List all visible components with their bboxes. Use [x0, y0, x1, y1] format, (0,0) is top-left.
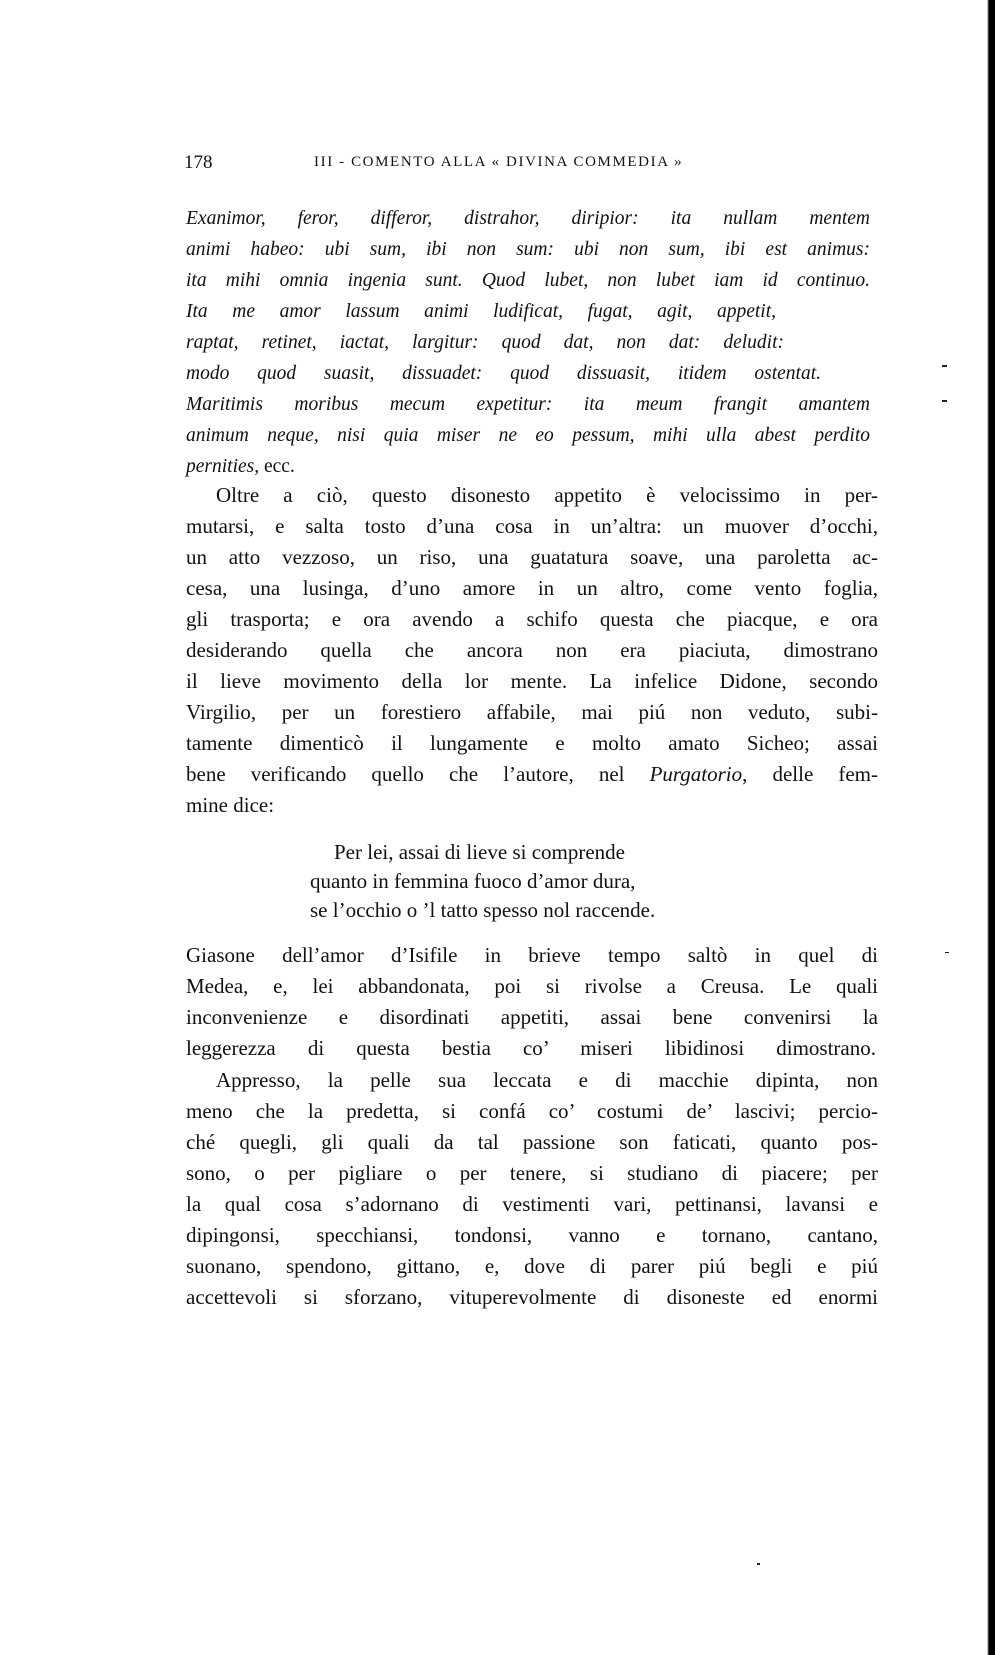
text-line: il lieve movimento della lor mente. La infelice Didone, secondo — [186, 669, 878, 693]
latin-quotation — [186, 203, 886, 482]
text-span: bene verificando quello che l’autore, nel — [186, 762, 650, 786]
paragraph-3 — [186, 1065, 878, 1313]
running-header — [184, 152, 884, 176]
text-line: gli trasporta; e ora avendo a schifo questa che piacque, e ora — [186, 607, 878, 631]
text-line: Medea, e, lei abbandonata, poi si rivolse a Creusa. Le quali — [186, 974, 878, 998]
latin-line: Exanimor, feror, differor, distrahor, diripior: ita nullam mentem — [186, 208, 870, 229]
latin-line: modo quod suasit, dissuadet: quod dissuasit, itidem ostentat. — [186, 363, 821, 384]
running-title: III - COMENTO ALLA « DIVINA COMMEDIA » — [314, 154, 684, 170]
text-line-with-title — [186, 759, 878, 790]
verse-line: quanto in femmina fuoco d’amor dura, — [310, 869, 636, 893]
text-line: mine dice: — [186, 793, 275, 817]
latin-line: animi habeo: ubi sum, ibi non sum: ubi non sum, ibi est animus: — [186, 239, 870, 260]
latin-line: Ita me amor lassum animi ludificat, fugat, agit, appetit, — [186, 301, 776, 322]
latin-line: ita mihi omnia ingenia sunt. Quod lubet, non lubet iam id continuo. — [186, 270, 870, 291]
text-line: tamente dimenticò il lungamente e molto amato Sicheo; assai — [186, 731, 878, 755]
scan-border-strip — [949, 0, 995, 1655]
latin-last-italic: pernities, — [186, 456, 260, 477]
latin-line: Maritimis moribus mecum expetitur: ita meum frangit amantem — [186, 394, 870, 415]
text-line: un atto vezzoso, un riso, una guatatura soave, una paroletta ac- — [186, 545, 878, 569]
verse-quotation — [310, 838, 655, 925]
text-line: inconvenienze e disordinati appetiti, assai bene convenirsi la — [186, 1005, 878, 1029]
scan-speck — [945, 952, 949, 953]
scan-speck — [942, 400, 947, 402]
text-line: Virgilio, per un forestiero affabile, mai piú non veduto, subi- — [186, 700, 878, 724]
text-line: Giasone dell’amor d’Isifile in brieve tempo saltò in quel di — [186, 943, 878, 967]
latin-etc: ecc. — [259, 456, 295, 477]
paragraph-1 — [186, 480, 878, 821]
text-line: ché quegli, gli quali da tal passione son faticati, quanto pos- — [186, 1130, 878, 1154]
text-line: leggerezza di questa bestia co’ miseri libidinosi dimostrano. — [186, 1036, 876, 1060]
text-line: cesa, una lusinga, d’uno amore in un altro, come vento foglia, — [186, 576, 878, 600]
text-line: meno che la predetta, si confá co’ costumi de’ lascivi; percio- — [186, 1099, 878, 1123]
scan-speck — [757, 1563, 760, 1565]
verse-line: Per lei, assai di lieve si comprende — [334, 840, 625, 864]
scan-speck — [942, 365, 947, 367]
latin-line: raptat, retinet, iactat, largitur: quod dat, non dat: deludit: — [186, 332, 784, 353]
text-line: accettevoli si sforzano, vituperevolmente di disoneste ed enormi — [186, 1285, 878, 1309]
text-line: desiderando quella che ancora non era piaciuta, dimostrano — [186, 638, 878, 662]
text-line: suonano, spendono, gittano, e, dove di parer piú begli e piú — [186, 1254, 878, 1278]
text-span: , delle fem- — [742, 762, 879, 786]
paragraph-2 — [186, 940, 878, 1064]
page-number: 178 — [184, 152, 213, 173]
text-line: mutarsi, e salta tosto d’una cosa in un’altra: un muover d’occhi, — [186, 514, 878, 538]
verse-line: se l’occhio o ’l tatto spesso nol raccende. — [310, 898, 656, 922]
text-line: Oltre a ciò, questo disonesto appetito è velocissimo in per- — [216, 483, 878, 507]
latin-line-last — [186, 451, 870, 482]
text-line: sono, o per pigliare o per tenere, si studiano di piacere; per — [186, 1161, 878, 1185]
text-line: la qual cosa s’adornano di vestimenti vari, pettinansi, lavansi e — [186, 1192, 878, 1216]
text-line: dipingonsi, specchiansi, tondonsi, vanno e tornano, cantano, — [186, 1223, 878, 1247]
scan-page-edge — [943, 0, 995, 1655]
work-title-purgatorio: Purgatorio — [649, 762, 743, 786]
text-line: Appresso, la pelle sua leccata e di macchie dipinta, non — [216, 1068, 878, 1092]
latin-line: animum neque, nisi quia miser ne eo pessum, mihi ulla abest perdito — [186, 425, 870, 446]
